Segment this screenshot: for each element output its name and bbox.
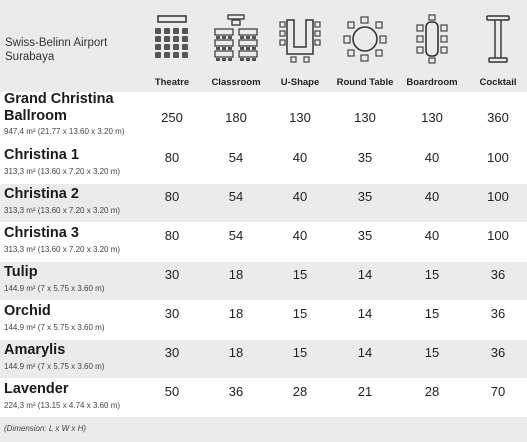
room-name: Grand Christina Ballroom xyxy=(4,91,114,124)
capacity-round-table: 35 xyxy=(357,228,373,243)
capacity-theatre: 250 xyxy=(161,110,183,125)
capacity-u-shape: 15 xyxy=(292,345,308,360)
room-dimensions: 144.9 m² (7 x 5.75 x 3.60 m) xyxy=(4,323,105,332)
capacity-classroom: 18 xyxy=(228,345,244,360)
u-shape-layout-icon xyxy=(269,14,331,66)
dimension-footnote: (Dimension: L x W x H) xyxy=(4,424,87,433)
capacity-boardroom: 28 xyxy=(424,384,440,399)
capacity-theatre: 80 xyxy=(164,150,180,165)
capacity-u-shape: 40 xyxy=(292,228,308,243)
capacity-classroom: 18 xyxy=(228,306,244,321)
capacity-round-table: 130 xyxy=(354,110,376,125)
column-header-round-table: Round Table xyxy=(336,77,394,88)
capacity-u-shape: 40 xyxy=(292,150,308,165)
capacity-cocktail: 100 xyxy=(487,228,509,243)
capacity-round-table: 21 xyxy=(357,384,373,399)
room-name: Lavender xyxy=(4,381,69,397)
capacity-classroom: 54 xyxy=(228,228,244,243)
capacity-u-shape: 28 xyxy=(292,384,308,399)
capacity-round-table: 35 xyxy=(357,189,373,204)
capacity-cocktail: 36 xyxy=(490,306,506,321)
room-name: Amarylis xyxy=(4,342,66,358)
capacity-classroom: 180 xyxy=(225,110,247,125)
capacity-boardroom: 40 xyxy=(424,150,440,165)
capacity-round-table: 14 xyxy=(357,267,373,282)
venue-name: Swiss-Belinn Airport Surabaya xyxy=(5,37,108,63)
capacity-u-shape: 15 xyxy=(292,267,308,282)
room-dimensions: 144.9 m² (7 x 5.75 x 3.60 m) xyxy=(4,284,105,293)
capacity-classroom: 54 xyxy=(228,150,244,165)
boardroom-layout-icon xyxy=(401,14,463,66)
room-name: Christina 1 xyxy=(4,147,79,163)
room-name: Christina 3 xyxy=(4,225,79,241)
room-dimensions: 947,4 m² (21.77 x 13.60 x 3.20 m) xyxy=(4,127,125,136)
room-dimensions: 224,3 m² (13.15 x 4.74 x 3.60 m) xyxy=(4,401,121,410)
capacity-round-table: 14 xyxy=(357,306,373,321)
cocktail-table-icon xyxy=(467,14,527,66)
round-table-layout-icon xyxy=(334,14,396,66)
capacity-boardroom: 40 xyxy=(424,228,440,243)
column-header-boardroom: Boardroom xyxy=(406,77,458,88)
capacity-boardroom: 15 xyxy=(424,267,440,282)
capacity-classroom: 54 xyxy=(228,189,244,204)
capacity-boardroom: 15 xyxy=(424,345,440,360)
capacity-u-shape: 40 xyxy=(292,189,308,204)
capacity-theatre: 80 xyxy=(164,228,180,243)
capacity-classroom: 36 xyxy=(228,384,244,399)
capacity-theatre: 30 xyxy=(164,306,180,321)
room-dimensions: 313,3 m² (13.60 x 7.20 x 3.20 m) xyxy=(4,167,121,176)
capacity-round-table: 14 xyxy=(357,345,373,360)
room-name: Tulip xyxy=(4,264,38,280)
capacity-classroom: 18 xyxy=(228,267,244,282)
room-name: Christina 2 xyxy=(4,186,79,202)
column-header-cocktail: Cocktail xyxy=(479,77,517,88)
capacity-u-shape: 15 xyxy=(292,306,308,321)
capacity-round-table: 35 xyxy=(357,150,373,165)
classroom-layout-icon xyxy=(205,14,267,66)
capacity-cocktail: 100 xyxy=(487,189,509,204)
capacity-cocktail: 360 xyxy=(487,110,509,125)
capacity-cocktail: 70 xyxy=(490,384,506,399)
room-dimensions: 313,3 m² (13.60 x 7.20 x 3.20 m) xyxy=(4,245,121,254)
capacity-boardroom: 130 xyxy=(421,110,443,125)
column-header-classroom: Classroom xyxy=(211,77,261,88)
room-name: Orchid xyxy=(4,303,51,319)
column-header-theatre: Theatre xyxy=(154,77,190,88)
capacity-boardroom: 15 xyxy=(424,306,440,321)
capacity-cocktail: 36 xyxy=(490,267,506,282)
capacity-theatre: 30 xyxy=(164,267,180,282)
theatre-layout-icon xyxy=(141,14,203,66)
capacity-theatre: 80 xyxy=(164,189,180,204)
column-header-u-shape: U-Shape xyxy=(280,77,320,88)
capacity-cocktail: 100 xyxy=(487,150,509,165)
capacity-theatre: 50 xyxy=(164,384,180,399)
capacity-boardroom: 40 xyxy=(424,189,440,204)
room-dimensions: 313,3 m² (13.60 x 7.20 x 3.20 m) xyxy=(4,206,121,215)
room-dimensions: 144.9 m² (7 x 5.75 x 3.60 m) xyxy=(4,362,105,371)
capacity-theatre: 30 xyxy=(164,345,180,360)
capacity-cocktail: 36 xyxy=(490,345,506,360)
capacity-u-shape: 130 xyxy=(289,110,311,125)
